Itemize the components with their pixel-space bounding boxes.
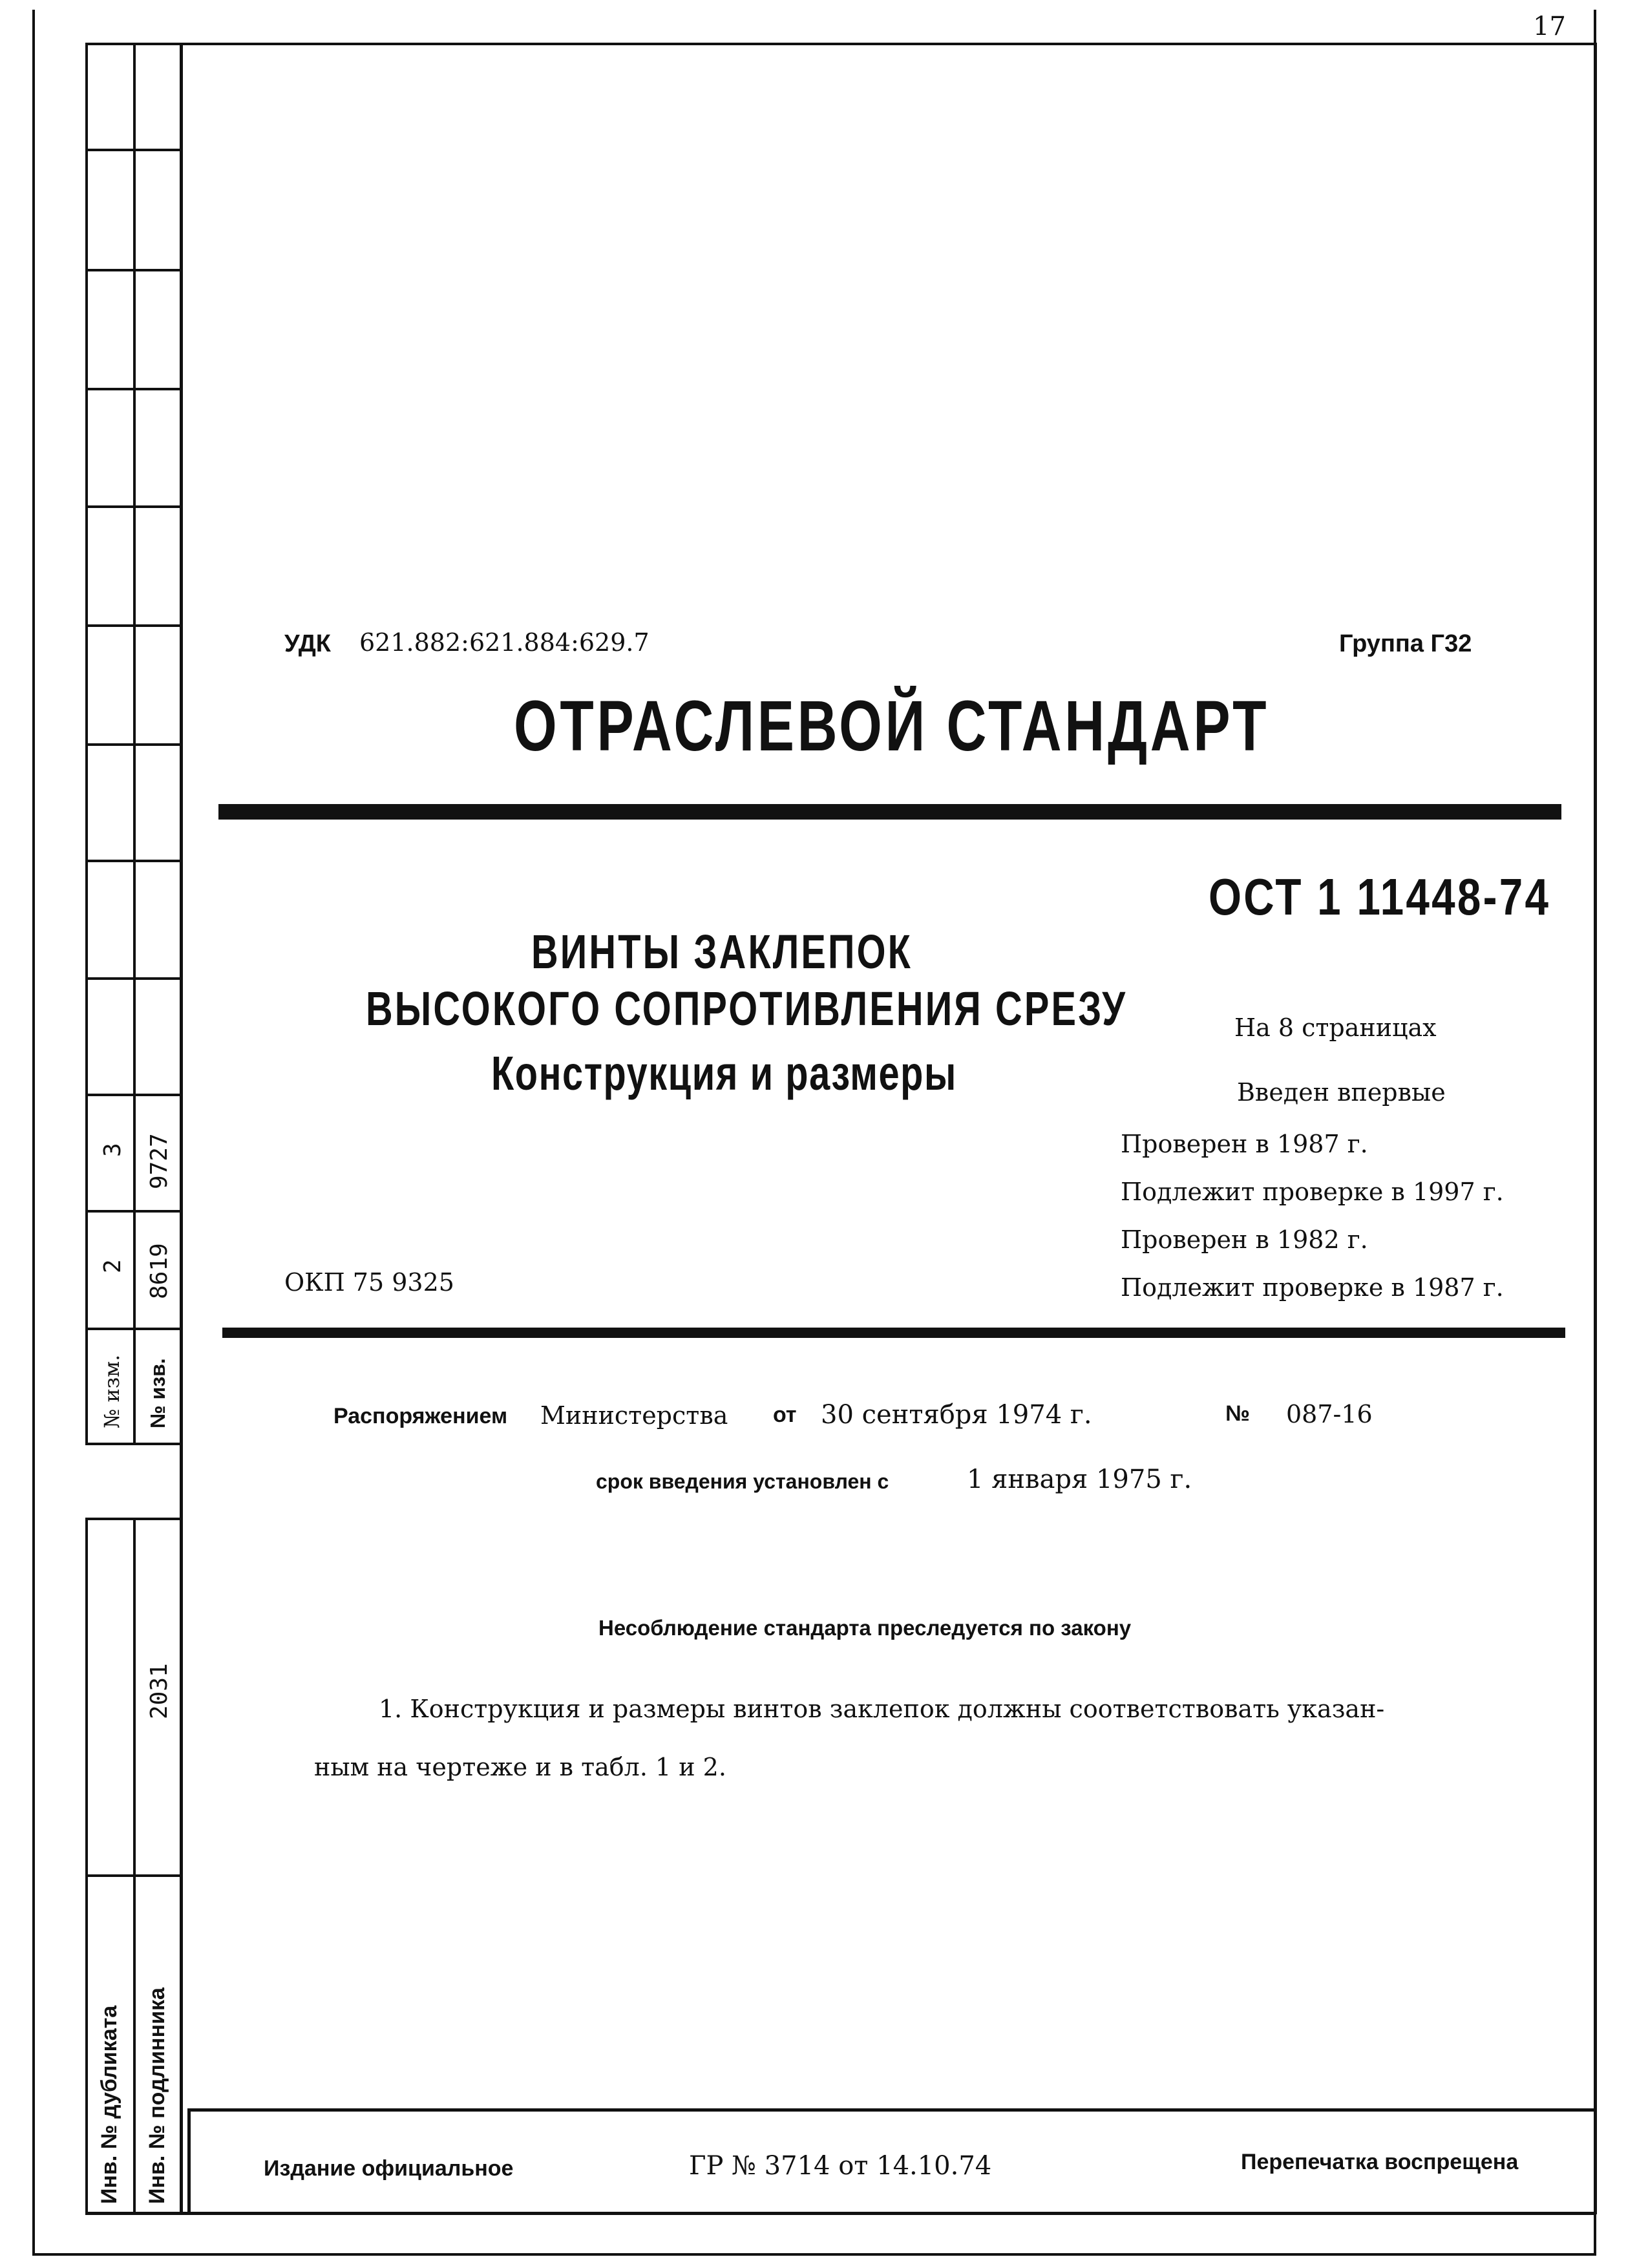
standard-number: ОСТ 1 11448-74 — [1209, 868, 1551, 926]
history-line-1: Проверен в 1987 г. — [1121, 1130, 1368, 1158]
side-table-row-line — [85, 149, 182, 151]
title-line-2: ВЫСОКОГО СОПРОТИВЛЕНИЯ СРЕЗУ — [366, 982, 1128, 1035]
side-table-row-line — [85, 1210, 182, 1213]
side-table-row-line — [85, 860, 182, 862]
history-line-4: Подлежит проверке в 1987 г. — [1121, 1273, 1504, 1302]
law-notice: Несоблюдение стандарта преследуется по закону — [598, 1616, 1132, 1640]
side-table-row-line — [85, 388, 182, 390]
order-ministry: Министерства — [540, 1401, 728, 1430]
side-table-row-line — [85, 505, 182, 508]
side-table-lower-row — [85, 1874, 182, 1877]
order-from: от — [773, 1403, 797, 1427]
history-line-2: Подлежит проверке в 1997 г. — [1121, 1178, 1504, 1206]
side-table-lower-left — [85, 1520, 88, 2213]
order-date: 30 сентября 1974 г. — [821, 1400, 1092, 1430]
udc-value: 621.882:621.884:629.7 — [359, 628, 650, 657]
footer-left-line — [187, 2108, 191, 2215]
footer-top-line — [187, 2108, 1596, 2112]
title-line-3: Конструкция и размеры — [491, 1046, 957, 1100]
side-table-lower-top — [85, 1518, 182, 1520]
side-table-row-line — [85, 1094, 182, 1096]
side-table-row-line — [85, 1328, 182, 1330]
heading-rule — [218, 804, 1561, 820]
main-frame-bottom — [85, 2212, 1596, 2215]
page-number: 17 — [1533, 12, 1566, 41]
okp-code: ОКП 75 9325 — [284, 1268, 454, 1297]
effective-date: 1 января 1975 г. — [967, 1465, 1192, 1494]
outer-frame-left — [32, 10, 35, 2256]
main-frame-right — [1594, 43, 1597, 2214]
edition-note: Издание официальное — [264, 2156, 514, 2181]
body-line-1: 1. Конструкция и размеры винтов заклепок должны соответствовать указан- — [379, 1695, 1385, 1723]
side-table-row-line — [85, 977, 182, 980]
udc-label: УДК — [284, 630, 331, 657]
notice-label: № изв. — [146, 1358, 169, 1428]
side-table-row-line — [85, 743, 182, 746]
document-heading: ОТРАСЛЕВОЙ СТАНДАРТ — [514, 686, 1270, 766]
meta-rule — [222, 1328, 1565, 1338]
change-number-2: 2 — [100, 1259, 126, 1273]
order-number-sign: № — [1225, 1401, 1250, 1426]
notice-number-2: 8619 — [146, 1243, 173, 1299]
side-table-row-line — [85, 624, 182, 627]
title-line-1: ВИНТЫ ЗАКЛЕПОК — [531, 925, 913, 979]
group-code: Группа Г32 — [1339, 630, 1472, 657]
changes-label: № изм. — [100, 1354, 124, 1428]
introduced-note: Введен впервые — [1237, 1078, 1446, 1107]
registration-number: ГР № 3714 от 14.10.74 — [689, 2151, 992, 2181]
reprint-note: Перепечатка воспрещена — [1241, 2150, 1519, 2174]
side-table-row-line — [85, 269, 182, 271]
main-frame-top — [85, 43, 1595, 45]
side-table-lower-mid — [133, 1520, 136, 2213]
main-frame-left — [180, 43, 183, 2214]
order-label: Распоряжением — [333, 1404, 508, 1428]
body-line-2: ным на чертеже и в табл. 1 и 2. — [314, 1753, 726, 1781]
duplicate-inventory-label: Инв. № дубликата — [97, 2005, 121, 2204]
effective-label: срок введения установлен с — [596, 1470, 889, 1493]
notice-number-3: 9727 — [146, 1133, 173, 1189]
original-inventory-number: 2031 — [146, 1663, 173, 1719]
order-number: 087-16 — [1286, 1400, 1373, 1428]
outer-frame-bottom — [32, 2253, 1596, 2256]
original-inventory-label: Инв. № подлинника — [145, 1987, 169, 2204]
side-table-upper-bottom — [85, 1443, 182, 1445]
history-line-3: Проверен в 1982 г. — [1121, 1225, 1368, 1254]
change-number-3: 3 — [100, 1143, 126, 1157]
pages-count: На 8 страницах — [1234, 1013, 1437, 1042]
